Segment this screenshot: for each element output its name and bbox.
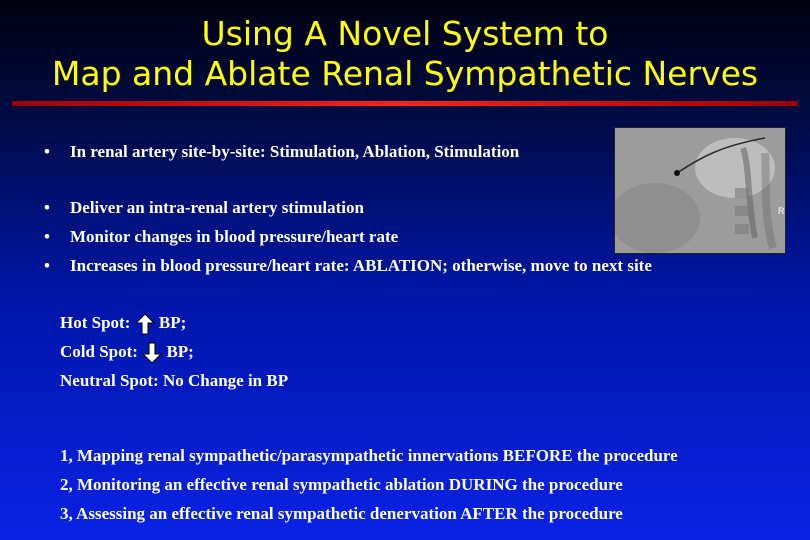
hot-spot-suffix: BP;	[158, 313, 187, 332]
title-line-1: Using A Novel System to	[201, 14, 609, 53]
bullet-icon: •	[44, 227, 50, 246]
arrow-up-icon	[135, 313, 155, 335]
numbered-item: 2, Monitoring an effective renal sympathetic ablation DURING the procedure	[60, 475, 623, 494]
bullet-text: Increases in blood pressure/heart rate: ABLATION; otherwise, move to next site	[70, 256, 652, 275]
neutral-spot-line: Neutral Spot: No Change in BP	[60, 371, 289, 390]
xray-marker: R	[778, 206, 785, 216]
fluoroscopy-drawing	[615, 128, 785, 253]
cold-spot-suffix: BP;	[166, 342, 194, 361]
bullet-text: In renal artery site-by-site: Stimulation, Ablation, Stimulation	[70, 142, 520, 161]
numbered-item: 3, Assessing an effective renal sympathetic denervation AFTER the procedure	[60, 504, 623, 523]
cold-spot-line	[60, 342, 194, 364]
title-line-2: Map and Ablate Renal Sympathetic Nerves	[51, 54, 759, 93]
arrow-down-icon	[142, 342, 162, 364]
fluoroscopy-image	[614, 127, 786, 254]
numbered-item: 1, Mapping renal sympathetic/parasympathetic innervations BEFORE the procedure	[60, 446, 678, 465]
bullet-item	[44, 198, 364, 218]
bullet-text: Deliver an intra-renal artery stimulation	[70, 198, 364, 217]
bullet-icon: •	[44, 256, 50, 275]
bullet-item	[44, 227, 398, 247]
title-underline	[12, 101, 798, 106]
bullet-text: Monitor changes in blood pressure/heart rate	[70, 227, 399, 246]
hot-spot-label: Hot Spot:	[60, 313, 131, 332]
bullet-icon: •	[44, 142, 50, 161]
bullet-icon: •	[44, 198, 50, 217]
cold-spot-label: Cold Spot:	[60, 342, 138, 361]
bullet-item	[44, 142, 519, 162]
slide-title	[0, 14, 810, 94]
bullet-item	[44, 256, 652, 276]
hot-spot-line	[60, 313, 186, 335]
